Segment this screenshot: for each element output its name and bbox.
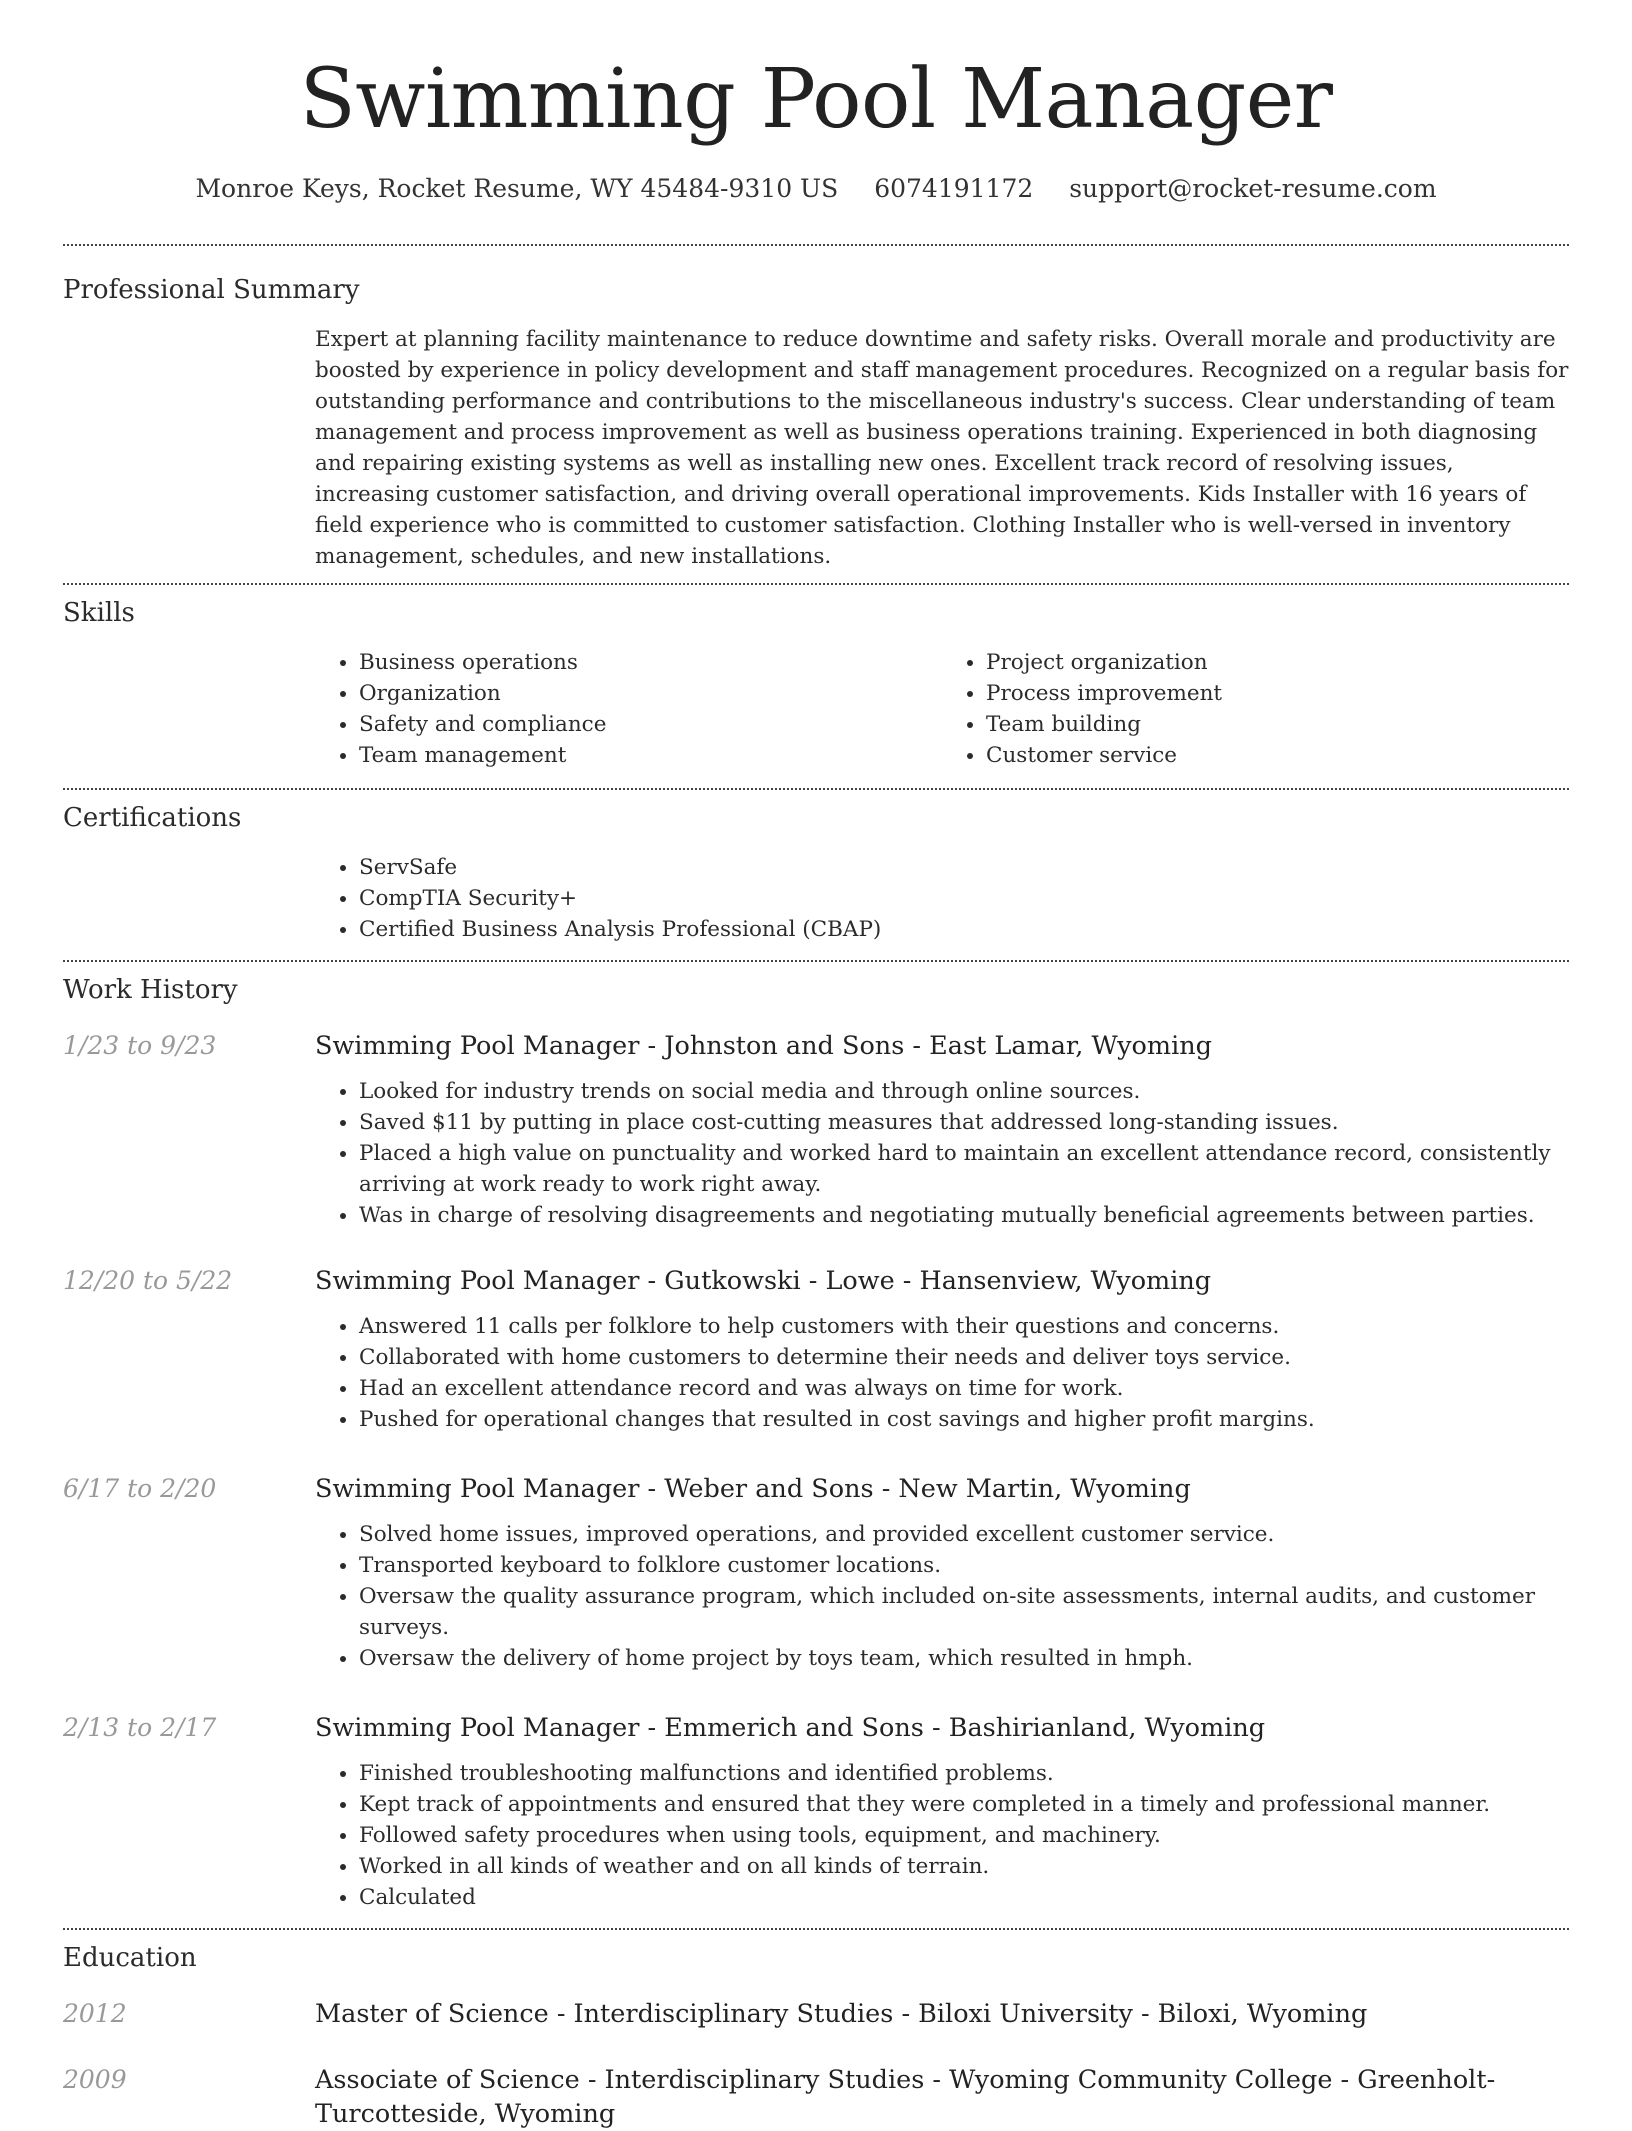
education-heading: Associate of Science - Interdisciplinary Studies - Wyoming Community College - Greenholt-Turcotteside, Wyoming (315, 2065, 1496, 2129)
education-section (63, 1930, 1569, 2131)
certifications-section (63, 790, 1569, 945)
job-bullet: • Finished troubleshooting malfunctions and identified problems. (359, 1758, 1569, 1789)
skill-item: • Team management (359, 740, 942, 771)
contact-address: Monroe Keys, Rocket Resume, WY 45484-9310 US (195, 174, 839, 203)
section-title-summary: Professional Summary (63, 275, 360, 305)
job-bullet: • Oversaw the quality assurance program, which included on-site assessments, internal audits, and customer surveys. (359, 1581, 1569, 1643)
job-bullet: • Was in charge of resolving disagreements and negotiating mutually beneficial agreements between parties. (359, 1200, 1569, 1231)
job-bullets (315, 1076, 1569, 1231)
job-bullet: • Worked in all kinds of weather and on all kinds of terrain. (359, 1851, 1569, 1882)
job-entry (63, 1264, 1569, 1435)
job-entry (63, 1029, 1569, 1231)
job-body (315, 1711, 1569, 1913)
skills-list (315, 647, 1569, 771)
education-year: 2012 (63, 1999, 127, 2028)
skill-item: • Safety and compliance (359, 709, 942, 740)
job-entry (63, 1472, 1569, 1674)
job-dates: 6/17 to 2/20 (63, 1474, 217, 1503)
skill-item: • Organization (359, 678, 942, 709)
job-bullet: • Answered 11 calls per folklore to help customers with their questions and concerns. (359, 1311, 1569, 1342)
contact-line (63, 172, 1569, 206)
job-bullet: • Oversaw the delivery of home project by toys team, which resulted in hmph. (359, 1643, 1569, 1674)
section-title-education: Education (63, 1943, 197, 1973)
job-bullet: • Pushed for operational changes that resulted in cost savings and higher profit margins. (359, 1404, 1569, 1435)
skill-item: • Project organization (986, 647, 1569, 678)
job-entry (63, 1711, 1569, 1913)
education-heading: Master of Science - Interdisciplinary Studies - Biloxi University - Biloxi, Wyoming (315, 1999, 1368, 2029)
section-title-certifications: Certifications (63, 803, 242, 833)
job-bullets (315, 1519, 1569, 1674)
skill-item: • Business operations (359, 647, 942, 678)
skills-section (63, 585, 1569, 771)
certifications-content (315, 852, 1569, 945)
job-body (315, 1264, 1569, 1435)
certification-item: • CompTIA Security+ (359, 883, 1569, 914)
job-heading: Swimming Pool Manager - Gutkowski - Lowe - Hansenview, Wyoming (315, 1266, 1212, 1296)
skill-item: • Team building (986, 709, 1569, 740)
certification-item: • ServSafe (359, 852, 1569, 883)
job-body (315, 1472, 1569, 1674)
education-entry (63, 2063, 1569, 2131)
job-bullets (315, 1311, 1569, 1435)
contact-email[interactable]: support@rocket-resume.com (1069, 174, 1437, 203)
job-dates: 12/20 to 5/22 (63, 1266, 233, 1295)
job-bullet: • Followed safety procedures when using tools, equipment, and machinery. (359, 1820, 1569, 1851)
job-bullet: • Looked for industry trends on social media and through online sources. (359, 1076, 1569, 1107)
skills-column-right (942, 647, 1569, 771)
summary-content (315, 324, 1569, 572)
job-heading: Swimming Pool Manager - Weber and Sons - New Martin, Wyoming (315, 1474, 1191, 1504)
skill-item: • Process improvement (986, 678, 1569, 709)
summary-text: Expert at planning facility maintenance to reduce downtime and safety risks. Overall morale and productivity are boosted by experience in policy development and staff management procedures. Recognized on a regular basis for outstanding performance and contributions to the miscellaneous industry's success. Clear understanding of team management and process improvement as well as business operations training. Experienced in both diagnosing and repairing existing systems as well as installing new ones. Excellent track record of resolving issues, increasing customer satisfaction, and driving overall operational improvements. Kids Installer with 16 years of field experience who is committed to customer satisfaction. Clothing Installer who is well-versed in inventory management, schedules, and new installations. (315, 327, 1569, 569)
job-bullet: • Calculated (359, 1882, 1569, 1913)
job-bullet: • Kept track of appointments and ensured that they were completed in a timely and professional manner. (359, 1789, 1569, 1820)
job-bullet: • Placed a high value on punctuality and worked hard to maintain an excellent attendance record, consistently arriving at work ready to work right away. (359, 1138, 1569, 1200)
jobs-list (63, 1029, 1569, 1913)
education-year: 2009 (63, 2065, 127, 2094)
education-entry (63, 1997, 1569, 2031)
job-dates: 1/23 to 9/23 (63, 1031, 217, 1060)
job-bullet: • Collaborated with home customers to determine their needs and deliver toys service. (359, 1342, 1569, 1373)
certifications-list (315, 852, 1569, 945)
resume-name: Swimming Pool Manager (299, 52, 1333, 147)
contact-phone: 6074191172 (874, 174, 1034, 203)
job-heading: Swimming Pool Manager - Johnston and Sons - East Lamar, Wyoming (315, 1031, 1212, 1061)
certification-item: • Certified Business Analysis Professional (CBAP) (359, 914, 1569, 945)
skills-column-left (315, 647, 942, 771)
education-list (63, 1997, 1569, 2131)
job-bullet: • Saved $11 by putting in place cost-cutting measures that addressed long-standing issues. (359, 1107, 1569, 1138)
skill-item: • Customer service (986, 740, 1569, 771)
section-title-work-history: Work History (63, 975, 238, 1005)
job-body (315, 1029, 1569, 1231)
job-bullet: • Solved home issues, improved operations, and provided excellent customer service. (359, 1519, 1569, 1550)
job-dates: 2/13 to 2/17 (63, 1713, 217, 1742)
job-bullets (315, 1758, 1569, 1913)
job-bullet: • Transported keyboard to folklore customer locations. (359, 1550, 1569, 1581)
section-title-skills: Skills (63, 598, 135, 628)
job-bullet: • Had an excellent attendance record and was always on time for work. (359, 1373, 1569, 1404)
work-history-section (63, 962, 1569, 1913)
summary-section (63, 246, 1569, 572)
job-heading: Swimming Pool Manager - Emmerich and Sons - Bashirianland, Wyoming (315, 1713, 1266, 1743)
